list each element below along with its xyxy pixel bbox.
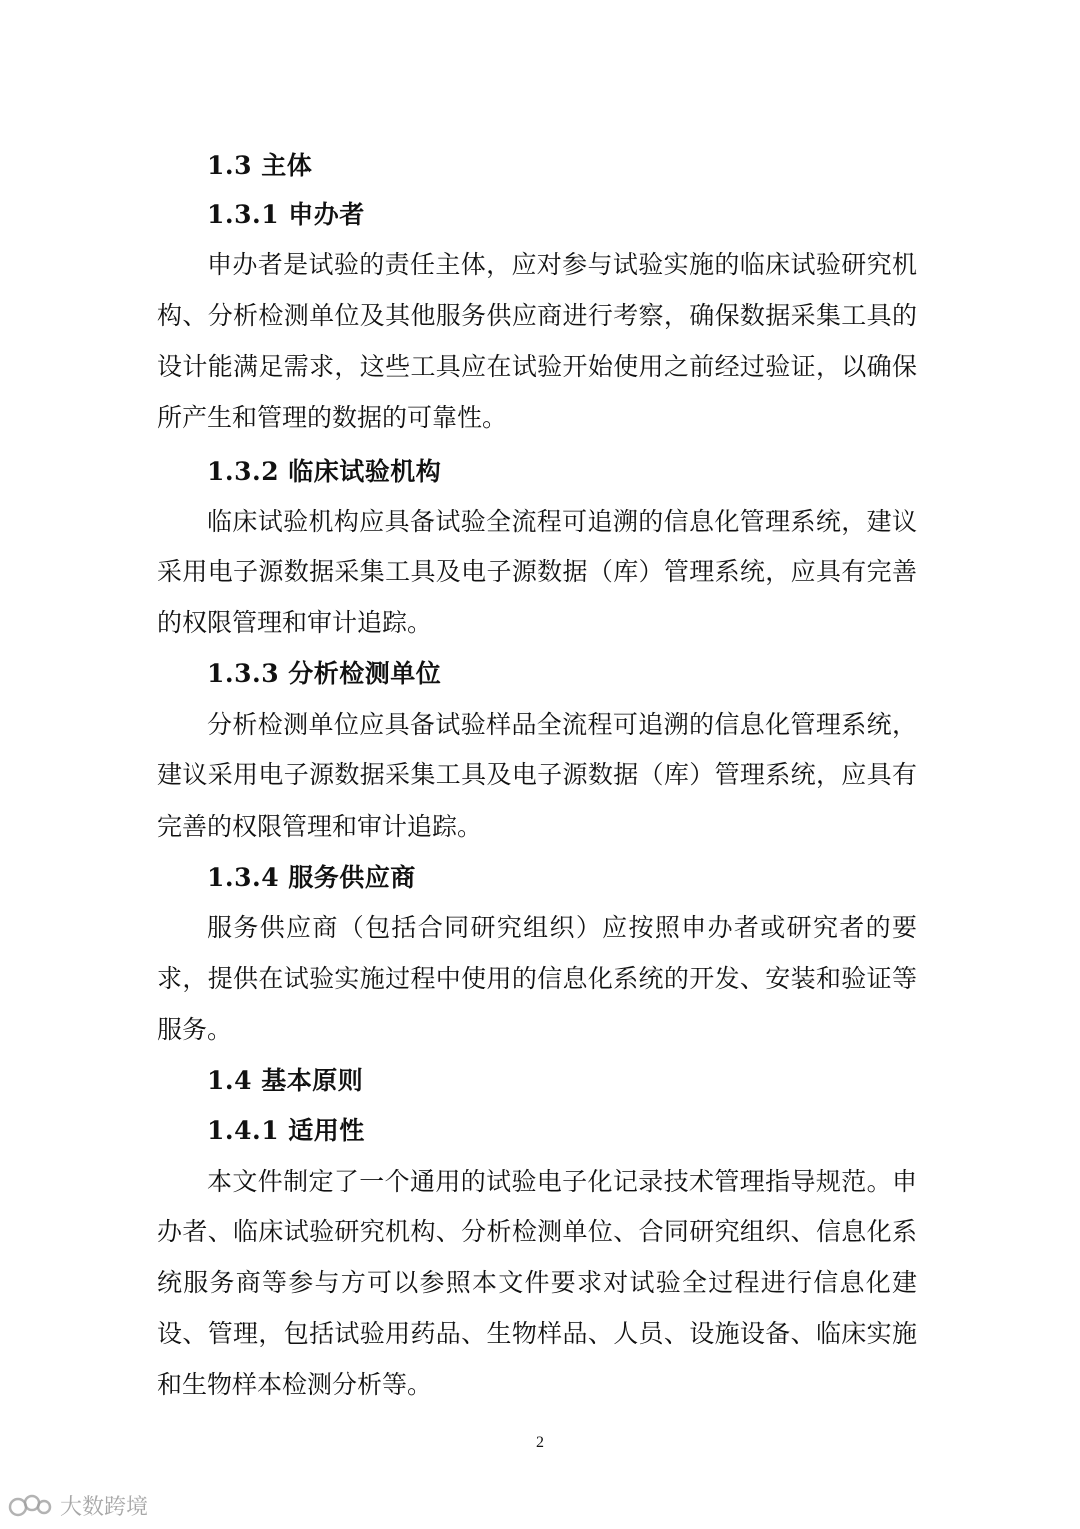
paragraph-line: 所产生和管理的数据的可靠性。 xyxy=(157,403,508,432)
paragraph-line: 采用电子源数据采集工具及电子源数据（库）管理系统，应具有完善 xyxy=(157,557,917,586)
section-heading: 1.3.4 服务供应商 xyxy=(207,863,416,892)
watermark-logo-icon xyxy=(8,1491,52,1519)
paragraph-line: 完善的权限管理和审计追踪。 xyxy=(157,812,483,841)
paragraph-line: 统服务商等参与方可以参照本文件要求对试验全过程进行信息化建 xyxy=(157,1268,917,1297)
paragraph-line: 本文件制定了一个通用的试验电子化记录技术管理指导规范。申 xyxy=(207,1167,917,1196)
section-heading: 1.3.3 分析检测单位 xyxy=(207,659,442,688)
paragraph-line: 设、管理，包括试验用药品、生物样品、人员、设施设备、临床实施 xyxy=(157,1319,917,1348)
paragraph-line: 服务供应商（包括合同研究组织）应按照申办者或研究者的要 xyxy=(207,913,917,942)
page-number: 2 xyxy=(536,1434,544,1451)
paragraph-line: 申办者是试验的责任主体，应对参与试验实施的临床试验研究机 xyxy=(207,250,917,279)
section-heading: 1.3 主体 xyxy=(207,151,313,180)
paragraph-line: 设计能满足需求，这些工具应在试验开始使用之前经过验证，以确保 xyxy=(157,352,917,381)
paragraph-line: 办者、临床试验研究机构、分析检测单位、合同研究组织、信息化系 xyxy=(157,1217,917,1246)
paragraph-line: 分析检测单位应具备试验样品全流程可追溯的信息化管理系统， xyxy=(207,710,917,739)
watermark xyxy=(8,1488,148,1522)
section-heading: 1.4.1 适用性 xyxy=(207,1116,365,1145)
paragraph-line: 的权限管理和审计追踪。 xyxy=(157,608,433,637)
watermark-text: 大数跨境 xyxy=(60,1494,149,1520)
paragraph-line: 建议采用电子源数据采集工具及电子源数据（库）管理系统，应具有 xyxy=(157,760,917,789)
section-heading: 1.3.2 临床试验机构 xyxy=(207,457,442,486)
section-heading: 1.4 基本原则 xyxy=(207,1066,364,1095)
paragraph-line: 服务。 xyxy=(157,1015,233,1044)
paragraph-line: 求，提供在试验实施过程中使用的信息化系统的开发、安装和验证等 xyxy=(157,964,917,993)
paragraph-line: 和生物样本检测分析等。 xyxy=(157,1370,433,1399)
paragraph-line: 临床试验机构应具备试验全流程可追溯的信息化管理系统，建议 xyxy=(207,507,917,536)
paragraph-line: 构、分析检测单位及其他服务供应商进行考察，确保数据采集工具的 xyxy=(157,301,917,330)
section-heading: 1.3.1 申办者 xyxy=(207,200,365,229)
